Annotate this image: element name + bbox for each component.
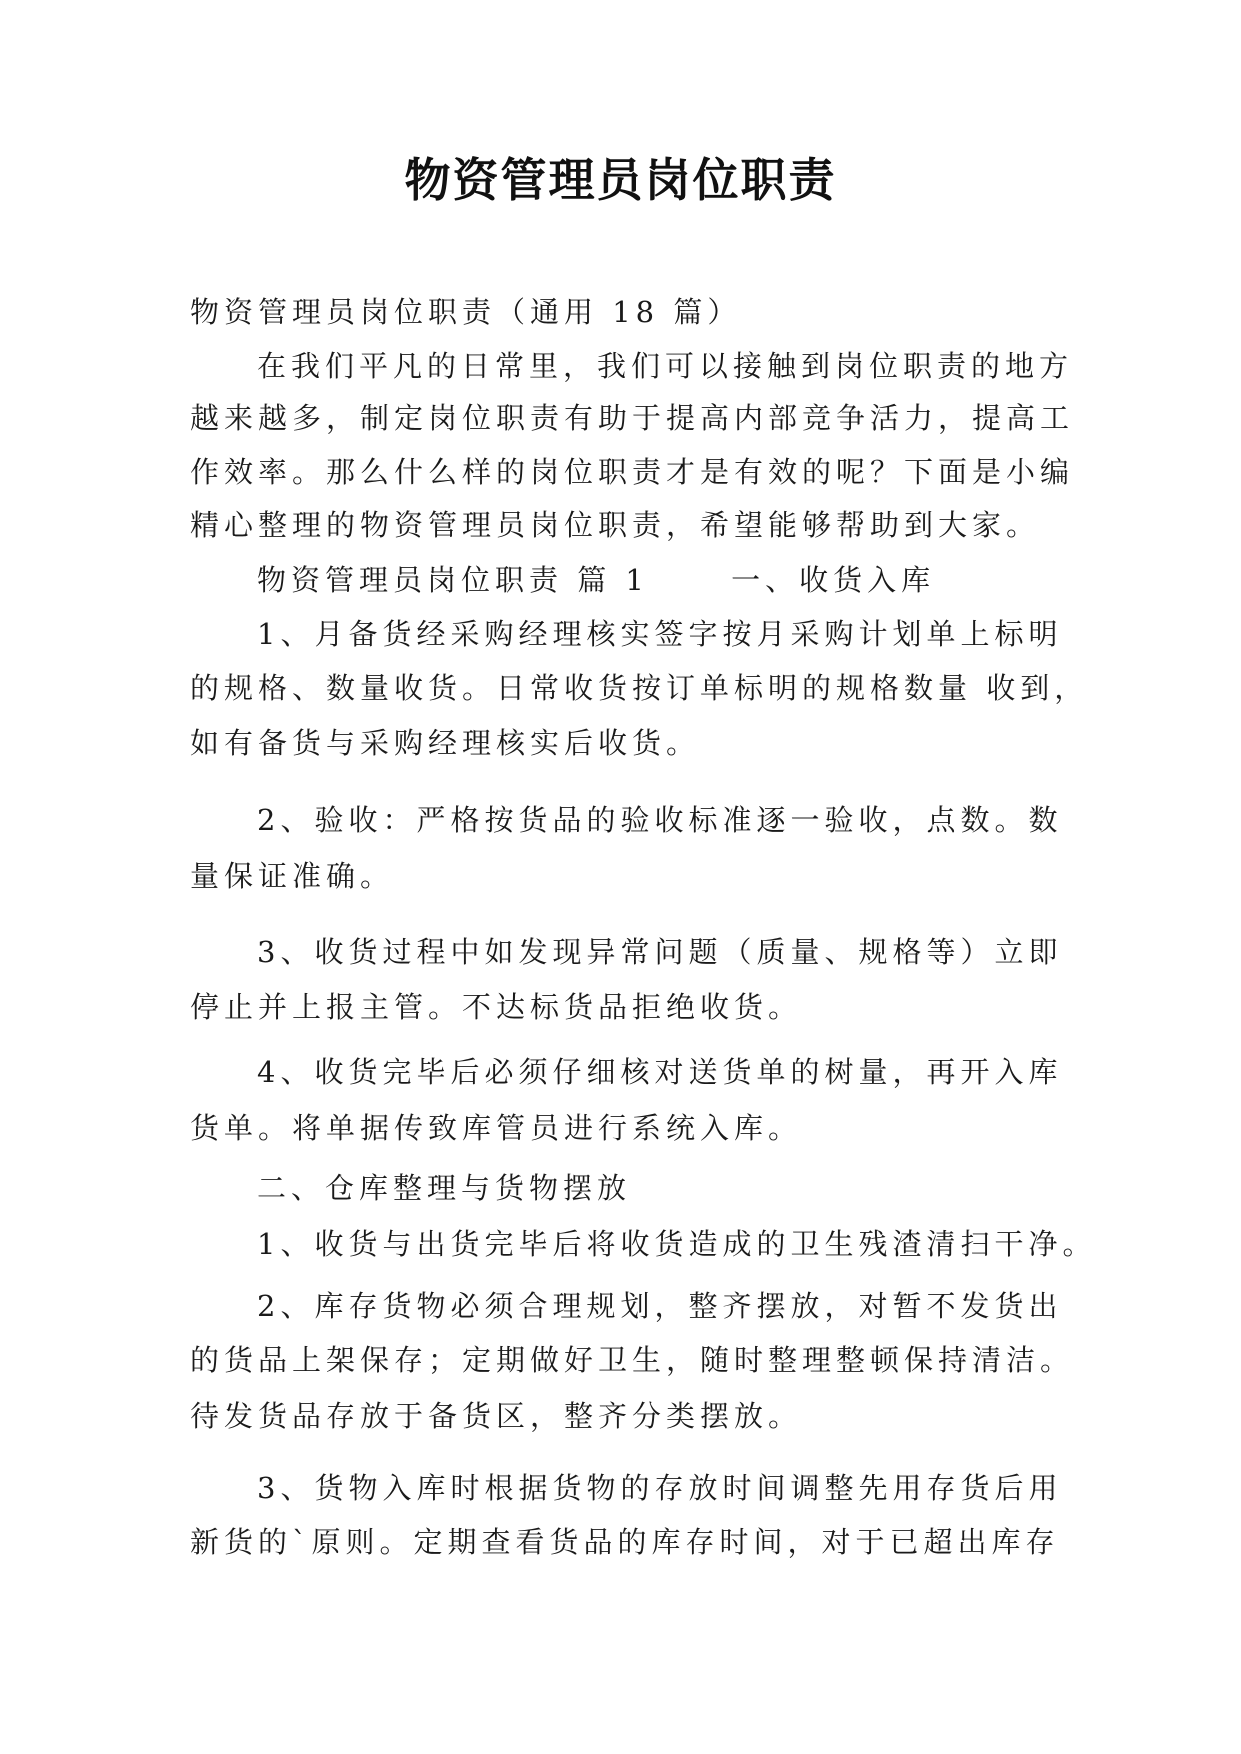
section-heading: 物资管理员岗位职责 篇 1 一、收货入库 [257, 563, 936, 597]
paragraph-line: 1、月备货经采购经理核实签字按月采购计划单上标明 [257, 617, 1063, 651]
paragraph-line: 待发货品存放于备货区，整齐分类摆放。 [190, 1399, 803, 1433]
paragraph-line: 在我们平凡的日常里，我们可以接触到岗位职责的地方 [257, 349, 1074, 383]
document-subtitle: 物资管理员岗位职责（通用 18 篇） [190, 295, 742, 329]
paragraph-line: 3、货物入库时根据货物的存放时间调整先用存货后用 [257, 1471, 1063, 1505]
paragraph-line: 越来越多，制定岗位职责有助于提高内部竞争活力，提高工 [190, 401, 1075, 435]
paragraph-line: 作效率。那么什么样的岗位职责才是有效的呢？下面是小编 [190, 455, 1075, 489]
paragraph-line: 2、库存货物必须合理规划，整齐摆放，对暂不发货出 [257, 1289, 1063, 1323]
paragraph-line: 1、收货与出货完毕后将收货造成的卫生残渣清扫干净。 [257, 1227, 1097, 1261]
paragraph-line: 停止并上报主管。不达标货品拒绝收货。 [190, 990, 803, 1024]
paragraph-line: 的规格、数量收货。日常收货按订单标明的规格数量 收到， [190, 671, 1089, 705]
paragraph-line: 2、验收：严格按货品的验收标准逐一验收，点数。数 [257, 803, 1063, 837]
paragraph-line: 如有备货与采购经理核实后收货。 [190, 726, 701, 760]
section-heading: 二、仓库整理与货物摆放 [257, 1171, 632, 1205]
document-title: 物资管理员岗位职责 [404, 153, 837, 207]
paragraph-line: 精心整理的物资管理员岗位职责，希望能够帮助到大家。 [190, 508, 1041, 542]
paragraph-line: 货单。将单据传致库管员进行系统入库。 [190, 1111, 803, 1145]
paragraph-line: 4、收货完毕后必须仔细核对送货单的树量，再开入库 [257, 1055, 1063, 1089]
paragraph-line: 的货品上架保存；定期做好卫生，随时整理整顿保持清洁。 [190, 1343, 1075, 1377]
paragraph-line: 量保证准确。 [190, 859, 395, 893]
paragraph-line: 新货的`原则。定期查看货品的库存时间，对于已超出库存 [190, 1525, 1060, 1559]
paragraph-line: 3、收货过程中如发现异常问题（质量、规格等）立即 [257, 935, 1063, 969]
